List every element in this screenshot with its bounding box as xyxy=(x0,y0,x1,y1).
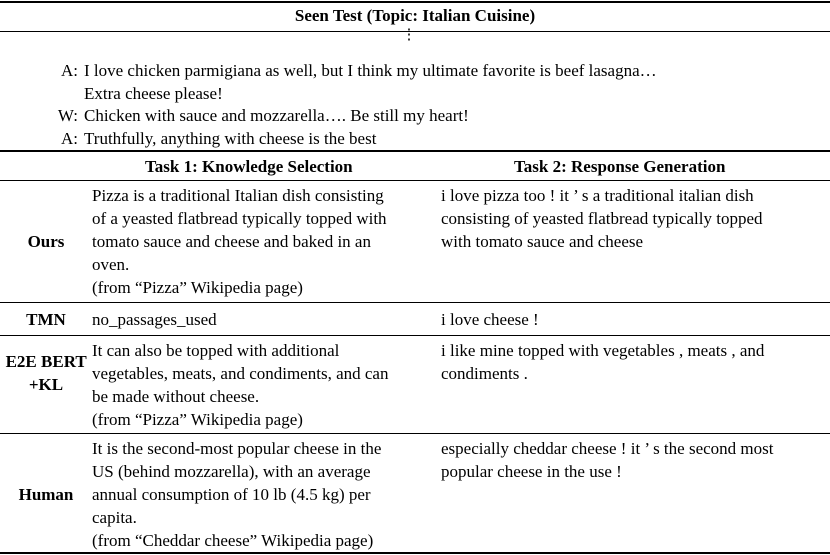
method-label-human: Human xyxy=(18,485,74,504)
response-cell: i love pizza too ! it ’ s a traditional italian dish consisting of yeasted flatbread typically topped with tomato sauce and cheese xyxy=(441,186,763,251)
response-cell: especially cheddar cheese ! it ’ s the second most popular cheese in the use ! xyxy=(441,439,774,481)
knowledge-cell: It is the second-most popular cheese in the US (behind mozzarella), with an average annual consumption of 10 lb (4.5 kg) per capita. (from “Cheddar cheese” Wikipedia page) xyxy=(92,439,382,550)
speaker-label: W: xyxy=(57,106,78,125)
column-header-task1: Task 1: Knowledge Selection xyxy=(145,157,353,176)
knowledge-cell: It can also be topped with additional vegetables, meats, and condiments, and can be made without cheese. (from “Pizza” Wikipedia page) xyxy=(92,341,389,429)
header-rule xyxy=(0,180,830,181)
response-cell: i love cheese ! xyxy=(441,310,539,329)
dialogue-line xyxy=(50,127,376,150)
dialogue-line xyxy=(50,104,469,127)
dialogue-line xyxy=(50,59,657,82)
table-title: Seen Test (Topic: Italian Cuisine) xyxy=(294,6,536,25)
utterance-text: I love chicken parmigiana as well, but I think my ultimate favorite is beef lasagna… xyxy=(84,61,657,80)
utterance-text: Extra cheese please! xyxy=(84,84,223,103)
knowledge-cell: no_passages_used xyxy=(92,310,217,329)
method-label-e2e-bert-kl: E2E BERT +KL xyxy=(5,352,87,394)
column-header-task2: Task 2: Response Generation xyxy=(514,157,726,176)
bottom-rule xyxy=(0,552,830,554)
top-rule xyxy=(0,1,830,3)
utterance-text: Chicken with sauce and mozzarella…. Be still my heart! xyxy=(84,106,469,125)
method-label-ours: Ours xyxy=(27,232,65,251)
ellipsis: ⋮ xyxy=(401,27,417,43)
method-label-tmn: TMN xyxy=(26,310,66,329)
row-rule-1 xyxy=(0,302,830,303)
dialogue-line xyxy=(84,82,223,105)
row-rule-3 xyxy=(0,433,830,434)
speaker-label: A: xyxy=(61,61,78,80)
row-rule-2 xyxy=(0,335,830,336)
utterance-text: Truthfully, anything with cheese is the best xyxy=(84,129,377,148)
speaker-label: A: xyxy=(61,129,78,148)
response-cell: i like mine topped with vegetables , meats , and condiments . xyxy=(441,341,765,383)
knowledge-cell: Pizza is a traditional Italian dish consisting of a yeasted flatbread typically topped with tomato sauce and cheese and baked in an oven. (from “Pizza” Wikipedia page) xyxy=(92,186,387,297)
dialogue-rule xyxy=(0,150,830,152)
